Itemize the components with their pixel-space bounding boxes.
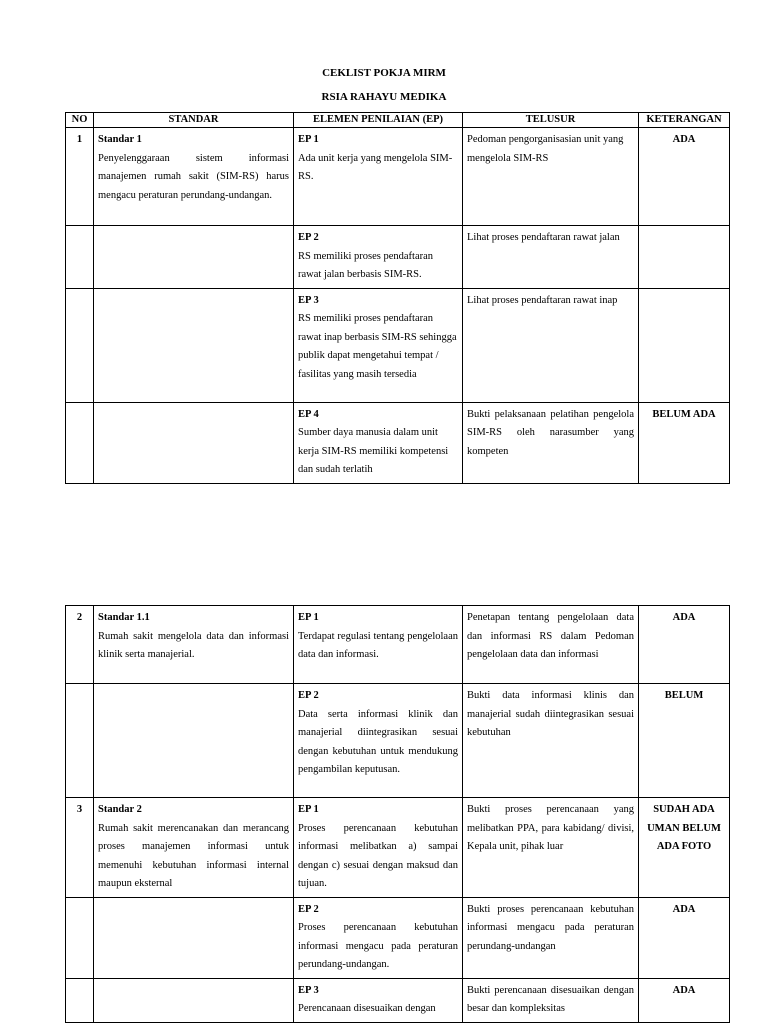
ep-cell [294,606,463,684]
row-number [66,684,94,798]
keterangan-cell: BELUM ADA [639,402,730,483]
table-row [66,606,730,684]
standar-cell [94,128,294,226]
ep-cell [294,684,463,798]
ep-text: Data serta informasi klinik dan manajerial diintegrasikan sesuai dengan kebutuhan untuk mendukung pengambilan keputusan. [298,708,458,775]
document-title: CEKLIST POKJA MIRM [322,67,446,79]
table-row [66,684,730,798]
header-no: NO [66,113,94,128]
telusur-cell: Pedoman pengorganisasian unit yang mengelola SIM-RS [463,128,639,226]
ep-title: EP 1 [298,804,319,815]
ep-text: Sumber daya manusia dalam unit kerja SIM-RS memiliki kompetensi dan sudah terlatih [298,427,449,475]
ep-cell [294,978,463,1022]
standar-title: Standar 2 [98,804,142,815]
ep-title: EP 2 [298,232,319,243]
telusur-cell: Bukti data informasi klinis dan manajerial sudah diintegrasikan sesuai kebutuhan [463,684,639,798]
standar-cell [94,978,294,1022]
header-telusur: TELUSUR [463,113,639,128]
telusur-cell: Penetapan tentang pengelolaan data dan informasi RS dalam Pedoman pengelolaan data dan informasi [463,606,639,684]
standar-cell [94,288,294,402]
standar-cell [94,684,294,798]
standar-cell [94,226,294,289]
row-number: 3 [66,798,94,898]
standar-text: Rumah sakit merencanakan dan merancang proses manajemen informasi untuk memenuhi kebutuhan informasi internal maupun eksternal [98,822,289,889]
telusur-cell: Lihat proses pendaftaran rawat inap [463,288,639,402]
ep-cell [294,402,463,483]
header-ep: ELEMEN PENILAIAN (EP) [294,113,463,128]
row-number [66,897,94,978]
ep-title: EP 3 [298,984,319,996]
keterangan-cell: ADA [639,128,730,226]
telusur-cell: Bukti proses perencanaan kebutuhan informasi mengacu pada peraturan perundang-undangan [463,897,639,978]
ep-cell [294,226,463,289]
ep-text: Proses perencanaan kebutuhan informasi melibatkan a) sampai dengan c) sesuai dengan maksud dan tujuan. [298,822,458,889]
standar-text: Penyelenggaraan sistem informasi manajemen rumah sakit (SIM-RS) harus mengacu peraturan perundang-undangan. [98,152,289,201]
table-row [66,226,730,289]
ep-title: EP 2 [298,690,319,701]
header-standar: STANDAR [94,113,294,128]
keterangan-cell: ADA [639,606,730,684]
standar-cell [94,897,294,978]
ep-text: RS memiliki proses pendaftaran rawat inap berbasis SIM-RS sehingga publik dapat mengetahui tempat / fasilitas yang masih tersedia [298,313,457,380]
telusur-cell: Bukti perencanaan disesuaikan dengan besar dan kompleksitas [463,978,639,1022]
table-row [66,288,730,402]
row-number [66,402,94,483]
ep-text: Ada unit kerja yang mengelola SIM-RS. [298,152,453,182]
row-number [66,288,94,402]
ep-title: EP 2 [298,903,319,915]
ep-cell [294,798,463,898]
telusur-cell: Lihat proses pendaftaran rawat jalan [463,226,639,289]
ep-text: Proses perencanaan kebutuhan informasi mengacu pada peraturan perundang-undangan. [298,922,458,970]
telusur-cell: Bukti proses perencanaan yang melibatkan PPA, para kabidang/ divisi, Kepala unit, pihak luar [463,798,639,898]
table-header-row [66,113,730,128]
row-number: 2 [66,606,94,684]
standar-cell [94,798,294,898]
standar-title: Standar 1 [98,134,142,145]
checklist-table-2 [65,605,730,1023]
telusur-cell: Bukti pelaksanaan pelatihan pengelola SIM-RS oleh narasumber yang kompeten [463,402,639,483]
ep-title: EP 1 [298,134,319,145]
table-row [66,402,730,483]
ep-title: EP 4 [298,408,319,420]
document-subtitle: RSIA RAHAYU MEDIKA [321,91,447,103]
checklist-table-1 [65,112,730,484]
header-keterangan: KETERANGAN [639,113,730,128]
keterangan-cell [639,288,730,402]
table-row [66,128,730,226]
ep-cell [294,128,463,226]
keterangan-cell: SUDAH ADA UMAN BELUM ADA FOTO [639,798,730,898]
row-number [66,978,94,1022]
standar-text: Rumah sakit mengelola data dan informasi klinik serta manajerial. [98,630,289,660]
row-number [66,226,94,289]
keterangan-cell: ADA [639,897,730,978]
table-row [66,897,730,978]
row-number: 1 [66,128,94,226]
standar-cell [94,606,294,684]
standar-cell [94,402,294,483]
ep-cell [294,288,463,402]
ep-title: EP 1 [298,612,319,623]
ep-title: EP 3 [298,294,319,306]
table-row [66,978,730,1022]
table-row [66,798,730,898]
ep-text: Perencanaan disesuaikan dengan [298,1003,436,1014]
ep-cell [294,897,463,978]
keterangan-cell: BELUM [639,684,730,798]
standar-title: Standar 1.1 [98,612,150,623]
ep-text: Terdapat regulasi tentang pengelolaan data dan informasi. [298,630,458,660]
ep-text: RS memiliki proses pendaftaran rawat jalan berbasis SIM-RS. [298,250,434,280]
keterangan-cell: ADA [639,978,730,1022]
keterangan-cell [639,226,730,289]
